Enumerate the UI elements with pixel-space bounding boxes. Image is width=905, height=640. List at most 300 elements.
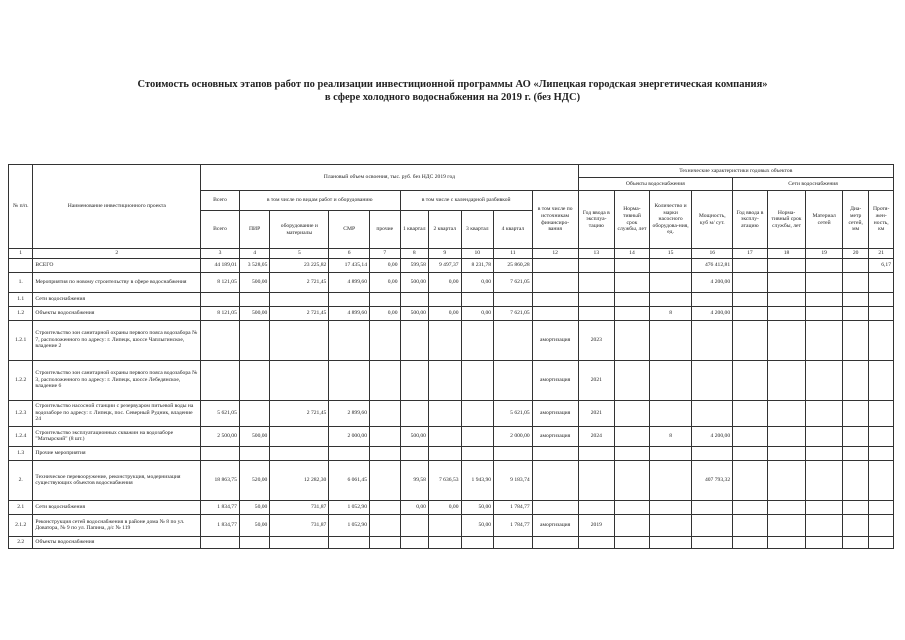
table-cell <box>806 272 843 292</box>
table-cell <box>869 320 894 360</box>
table-cell: 7 621,05 <box>494 306 533 320</box>
table-cell: 7 621,05 <box>494 272 533 292</box>
table-cell: 1 052,90 <box>329 500 370 514</box>
column-number-row <box>9 249 894 259</box>
project-name-cell: ВСЕГО <box>33 258 201 272</box>
column-number: 3 <box>201 249 240 259</box>
table-cell <box>842 536 868 548</box>
header-net-material: Материал сетей <box>806 191 843 249</box>
table-cell: 2 500,00 <box>201 426 240 446</box>
table-cell <box>842 272 868 292</box>
table-cell: 2 721,45 <box>270 306 329 320</box>
table-cell <box>239 400 270 426</box>
table-cell: 1 834,77 <box>201 514 240 536</box>
table-cell <box>370 446 401 460</box>
table-cell <box>400 320 428 360</box>
table-cell: 500,00 <box>400 426 428 446</box>
table-cell: 2021 <box>578 360 615 400</box>
table-cell <box>532 258 578 272</box>
table-cell: 18 863,75 <box>201 460 240 500</box>
table-cell <box>239 292 270 306</box>
table-cell <box>494 536 533 548</box>
header-power: Мощность, куб м/ сут. <box>692 191 733 249</box>
table-cell <box>270 360 329 400</box>
header-tech: Технические характеристики годовых объектов <box>578 165 893 178</box>
table-cell <box>869 400 894 426</box>
header-norm-life: Норма-тивный срок службы, лет <box>615 191 650 249</box>
table-cell <box>869 460 894 500</box>
column-number: 11 <box>494 249 533 259</box>
table-cell <box>578 292 615 306</box>
project-name-cell: Объекты водоснабжения <box>33 306 201 320</box>
table-cell: 500,00 <box>239 306 270 320</box>
table-row <box>9 536 894 548</box>
table-cell: 23 225,82 <box>270 258 329 272</box>
table-cell: 9 497,37 <box>428 258 461 272</box>
table-cell: 2021 <box>578 400 615 426</box>
row-number-cell: 1.3 <box>9 446 33 460</box>
table-cell: 4 899,60 <box>329 272 370 292</box>
table-cell <box>692 292 733 306</box>
table-cell: 1 052,90 <box>329 514 370 536</box>
row-number-cell: 2.1 <box>9 500 33 514</box>
table-cell <box>329 292 370 306</box>
table-cell: 731,87 <box>270 500 329 514</box>
table-cell: 0,00 <box>428 306 461 320</box>
project-name-cell: Прочие мероприятия <box>33 446 201 460</box>
table-cell: 4 200,00 <box>692 272 733 292</box>
table-cell <box>461 292 494 306</box>
table-cell <box>842 446 868 460</box>
table-cell <box>869 536 894 548</box>
table-cell: 8 121,05 <box>201 272 240 292</box>
table-cell <box>842 292 868 306</box>
table-cell <box>532 460 578 500</box>
header-sub-q2: 2 квартал <box>428 211 461 249</box>
row-number-cell: 1.2.2 <box>9 360 33 400</box>
table-cell <box>461 360 494 400</box>
table-cell <box>201 446 240 460</box>
table-cell <box>842 306 868 320</box>
table-cell <box>692 536 733 548</box>
table-cell <box>767 292 806 306</box>
table-cell <box>270 320 329 360</box>
table-cell <box>201 536 240 548</box>
table-cell: 8 121,05 <box>201 306 240 320</box>
table-cell <box>767 514 806 536</box>
table-cell <box>767 360 806 400</box>
table-cell <box>649 258 692 272</box>
table-cell <box>615 514 650 536</box>
project-name-cell: Строительство насосной станции с резервуаром питьевой воды на водозаборе по адресу: г. Липецк, пос. Северный Рудник, владение 24 <box>33 400 201 426</box>
table-cell <box>767 536 806 548</box>
header-objects: Объекты водоснабжения <box>578 178 733 191</box>
table-cell: 2 000,00 <box>494 426 533 446</box>
table-cell <box>400 536 428 548</box>
table-cell <box>428 292 461 306</box>
table-cell <box>615 446 650 460</box>
table-cell <box>578 258 615 272</box>
table-cell <box>767 500 806 514</box>
table-cell: 8 <box>649 306 692 320</box>
table-cell <box>733 446 768 460</box>
table-cell <box>329 320 370 360</box>
header-length: Протя-жен-ность, км <box>869 191 894 249</box>
table-cell <box>400 360 428 400</box>
title-line-1: Стоимость основных этапов работ по реализации инвестиционной программы АО «Липецкая городская энергетическая компания» <box>137 79 768 90</box>
header-num: № п/п. <box>9 165 33 249</box>
table-cell <box>767 426 806 446</box>
table-cell: 2 000,00 <box>329 426 370 446</box>
table-cell <box>649 360 692 400</box>
header-network: Сети водоснабжения <box>733 178 894 191</box>
row-number-cell: 1.2.1 <box>9 320 33 360</box>
header-sub-q3: 3 квартал <box>461 211 494 249</box>
table-cell: 5 621,05 <box>494 400 533 426</box>
project-name-cell: Строительство зон санитарной охраны первого пояса водозабора № 3, расположенного по адресу: г. Липецк, шоссе Лебедянское, владение 6 <box>33 360 201 400</box>
table-cell <box>842 320 868 360</box>
header-sub-other: прочие <box>370 211 401 249</box>
column-number: 8 <box>400 249 428 259</box>
table-cell <box>578 460 615 500</box>
table-cell <box>239 360 270 400</box>
table-cell: 2 899,60 <box>329 400 370 426</box>
header-sub-equip: оборудование и материалы <box>270 211 329 249</box>
table-cell <box>869 306 894 320</box>
table-cell: 731,87 <box>270 514 329 536</box>
table-cell: 8 <box>649 426 692 446</box>
table-cell: 0,00 <box>370 258 401 272</box>
header-sub-smr: СМР <box>329 211 370 249</box>
table-row <box>9 500 894 514</box>
table-cell <box>370 360 401 400</box>
table-cell <box>428 320 461 360</box>
table-cell <box>329 446 370 460</box>
row-number-cell: 1.2 <box>9 306 33 320</box>
header-incl-unfunded: в том числе по источникам финансиро-вания <box>532 191 578 249</box>
project-name-cell: Мероприятия по новому строительству в сфере водоснабжения <box>33 272 201 292</box>
table-cell: 2 721,45 <box>270 400 329 426</box>
table-cell <box>270 426 329 446</box>
table-cell <box>578 536 615 548</box>
table-cell <box>733 360 768 400</box>
table-cell <box>270 292 329 306</box>
table-cell <box>494 292 533 306</box>
row-number-cell: 1.2.3 <box>9 400 33 426</box>
table-cell <box>615 306 650 320</box>
project-name-cell: Сети водоснабжения <box>33 292 201 306</box>
row-number-cell <box>9 258 33 272</box>
table-cell <box>806 536 843 548</box>
table-cell: 520,00 <box>239 460 270 500</box>
table-cell: 4 899,60 <box>329 306 370 320</box>
table-cell: 0,00 <box>428 500 461 514</box>
table-cell <box>649 500 692 514</box>
project-name-cell: Реконструкция сетей водоснабжения в районе дома № 8 по ул. Доватора, № 9 по ул. Папина, д/с № 119 <box>33 514 201 536</box>
table-cell <box>842 426 868 446</box>
table-cell <box>201 320 240 360</box>
table-cell: 500,00 <box>239 426 270 446</box>
table-cell <box>329 360 370 400</box>
table-cell: 500,00 <box>239 272 270 292</box>
table-cell <box>649 446 692 460</box>
table-cell: 500,00 <box>400 272 428 292</box>
column-number: 13 <box>578 249 615 259</box>
header-total: Всего <box>201 191 240 211</box>
table-cell <box>842 258 868 272</box>
table-cell <box>806 514 843 536</box>
table-cell: 1 943,90 <box>461 460 494 500</box>
table-cell <box>733 400 768 426</box>
table-cell <box>869 446 894 460</box>
column-number: 9 <box>428 249 461 259</box>
table-cell: 500,00 <box>400 306 428 320</box>
column-number: 16 <box>692 249 733 259</box>
header-by-works: в том числе по видам работ и оборудованию <box>239 191 400 211</box>
row-number-cell: 2.1.2 <box>9 514 33 536</box>
table-cell: 50,00 <box>239 500 270 514</box>
table-cell: 1 784,77 <box>494 514 533 536</box>
table-cell: 99,58 <box>400 460 428 500</box>
table-cell <box>532 292 578 306</box>
table-cell <box>842 400 868 426</box>
table-cell <box>869 292 894 306</box>
project-name-cell: Техническое перевооружение, реконструкция, модернизация существующих объектов водоснабжения <box>33 460 201 500</box>
table-cell <box>692 320 733 360</box>
column-number: 19 <box>806 249 843 259</box>
table-cell <box>461 446 494 460</box>
table-cell <box>649 536 692 548</box>
table-cell <box>733 460 768 500</box>
table-cell <box>842 514 868 536</box>
table-cell: 0,00 <box>428 272 461 292</box>
table-cell: 50,00 <box>239 514 270 536</box>
table-cell <box>842 360 868 400</box>
column-number: 5 <box>270 249 329 259</box>
table-cell <box>270 536 329 548</box>
header-sub-pir: ПИР <box>239 211 270 249</box>
table-cell <box>692 400 733 426</box>
table-cell: амортизация <box>532 514 578 536</box>
table-cell <box>767 460 806 500</box>
table-cell: 4 200,00 <box>692 426 733 446</box>
table-cell <box>806 446 843 460</box>
table-cell <box>767 320 806 360</box>
column-number: 12 <box>532 249 578 259</box>
table-cell <box>201 292 240 306</box>
table-cell: 8 231,78 <box>461 258 494 272</box>
column-number: 4 <box>239 249 270 259</box>
column-number: 6 <box>329 249 370 259</box>
table-cell <box>692 446 733 460</box>
table-cell <box>615 460 650 500</box>
header-net-year: Год ввода в эксплу-атацию <box>733 191 768 249</box>
table-cell <box>733 306 768 320</box>
table-cell <box>578 272 615 292</box>
table-cell: 476 412,81 <box>692 258 733 272</box>
table-cell: 4 200,00 <box>692 306 733 320</box>
table-cell: 1 784,77 <box>494 500 533 514</box>
table-cell <box>461 400 494 426</box>
table-cell <box>615 536 650 548</box>
table-cell <box>428 536 461 548</box>
investment-table <box>8 164 894 549</box>
column-number: 7 <box>370 249 401 259</box>
row-number-cell: 1.2.4 <box>9 426 33 446</box>
table-cell: 6,17 <box>869 258 894 272</box>
table-cell <box>370 426 401 446</box>
column-number: 21 <box>869 249 894 259</box>
header-by-quarters: в том числе с календарной разбивкой <box>400 191 532 211</box>
table-cell <box>370 320 401 360</box>
table-cell <box>400 514 428 536</box>
table-cell <box>649 514 692 536</box>
table-cell <box>767 306 806 320</box>
table-cell <box>239 320 270 360</box>
table-cell <box>615 500 650 514</box>
table-cell <box>532 500 578 514</box>
row-number-cell: 1. <box>9 272 33 292</box>
table-cell <box>239 446 270 460</box>
table-cell <box>692 360 733 400</box>
table-cell: 0,00 <box>370 272 401 292</box>
column-number: 20 <box>842 249 868 259</box>
title-line-2: в сфере холодного водоснабжения на 2019 г. (без НДС) <box>324 92 581 103</box>
table-cell <box>767 258 806 272</box>
table-cell <box>400 292 428 306</box>
table-cell <box>806 360 843 400</box>
table-cell <box>532 536 578 548</box>
table-cell <box>461 426 494 446</box>
project-name-cell: Объекты водоснабжения <box>33 536 201 548</box>
table-cell: 17 435,14 <box>329 258 370 272</box>
table-cell <box>370 514 401 536</box>
table-cell: 1 834,77 <box>201 500 240 514</box>
table-cell <box>806 500 843 514</box>
column-number: 15 <box>649 249 692 259</box>
table-cell: 2 721,45 <box>270 272 329 292</box>
column-number: 17 <box>733 249 768 259</box>
table-cell <box>649 460 692 500</box>
row-number-cell: 2.2 <box>9 536 33 548</box>
project-name-cell: Сети водоснабжения <box>33 500 201 514</box>
table-cell <box>806 258 843 272</box>
table-cell: 25 860,28 <box>494 258 533 272</box>
table-cell: 2023 <box>578 320 615 360</box>
table-row <box>9 360 894 400</box>
table-cell <box>615 258 650 272</box>
table-cell <box>400 446 428 460</box>
table-cell <box>615 292 650 306</box>
table-cell: амортизация <box>532 320 578 360</box>
table-cell <box>869 514 894 536</box>
table-cell <box>806 306 843 320</box>
table-row <box>9 514 894 536</box>
table-cell <box>806 292 843 306</box>
table-cell <box>461 536 494 548</box>
table-cell: 599,58 <box>400 258 428 272</box>
column-number: 14 <box>615 249 650 259</box>
table-cell: 7 636,53 <box>428 460 461 500</box>
table-row <box>9 320 894 360</box>
table-cell <box>370 536 401 548</box>
table-cell <box>649 292 692 306</box>
table-row <box>9 460 894 500</box>
table-cell <box>649 272 692 292</box>
table-cell <box>239 536 270 548</box>
table-cell <box>733 514 768 536</box>
table-cell: 407 793,32 <box>692 460 733 500</box>
table-row <box>9 400 894 426</box>
row-number-cell: 2. <box>9 460 33 500</box>
table-cell <box>869 500 894 514</box>
table-cell <box>370 460 401 500</box>
table-cell <box>615 272 650 292</box>
table-cell <box>806 320 843 360</box>
table-cell <box>400 400 428 426</box>
table-cell <box>428 360 461 400</box>
column-number: 10 <box>461 249 494 259</box>
table-cell <box>869 360 894 400</box>
table-cell <box>615 360 650 400</box>
table-cell <box>869 426 894 446</box>
table-cell <box>370 292 401 306</box>
table-cell: 0,00 <box>461 306 494 320</box>
table-cell <box>532 272 578 292</box>
table-cell <box>733 500 768 514</box>
table-cell <box>733 272 768 292</box>
table-cell <box>494 446 533 460</box>
table-cell: 9 183,74 <box>494 460 533 500</box>
table-cell <box>428 514 461 536</box>
table-cell <box>532 306 578 320</box>
table-cell <box>615 426 650 446</box>
table-cell: 50,00 <box>461 500 494 514</box>
table-cell: амортизация <box>532 400 578 426</box>
table-cell <box>461 320 494 360</box>
table-cell: амортизация <box>532 360 578 400</box>
table-row <box>9 292 894 306</box>
table-cell <box>806 400 843 426</box>
table-row <box>9 272 894 292</box>
table-cell <box>370 500 401 514</box>
header-planned: Плановый объем освоения, тыс. руб. без НДС 2019 год <box>201 165 578 191</box>
header-sub-q1: 1 квартал <box>400 211 428 249</box>
header-diameter: Диа-метр сетей, мм <box>842 191 868 249</box>
table-cell: 12 282,30 <box>270 460 329 500</box>
table-cell <box>578 500 615 514</box>
table-cell <box>692 500 733 514</box>
header-year-in: Год ввода в эксплуа-тацию <box>578 191 615 249</box>
table-cell <box>733 536 768 548</box>
column-number: 18 <box>767 249 806 259</box>
table-cell: 5 621,05 <box>201 400 240 426</box>
table-cell <box>649 400 692 426</box>
table-cell: 0,00 <box>400 500 428 514</box>
column-number: 2 <box>33 249 201 259</box>
table-cell: 3 528,05 <box>239 258 270 272</box>
table-cell <box>428 426 461 446</box>
table-row <box>9 258 894 272</box>
table-cell: 44 189,01 <box>201 258 240 272</box>
table-cell <box>806 460 843 500</box>
table-cell <box>733 426 768 446</box>
table-cell: 2024 <box>578 426 615 446</box>
table-cell <box>806 426 843 446</box>
header-sub-total: Всего <box>201 211 240 249</box>
table-cell <box>615 400 650 426</box>
table-cell: 0,00 <box>370 306 401 320</box>
